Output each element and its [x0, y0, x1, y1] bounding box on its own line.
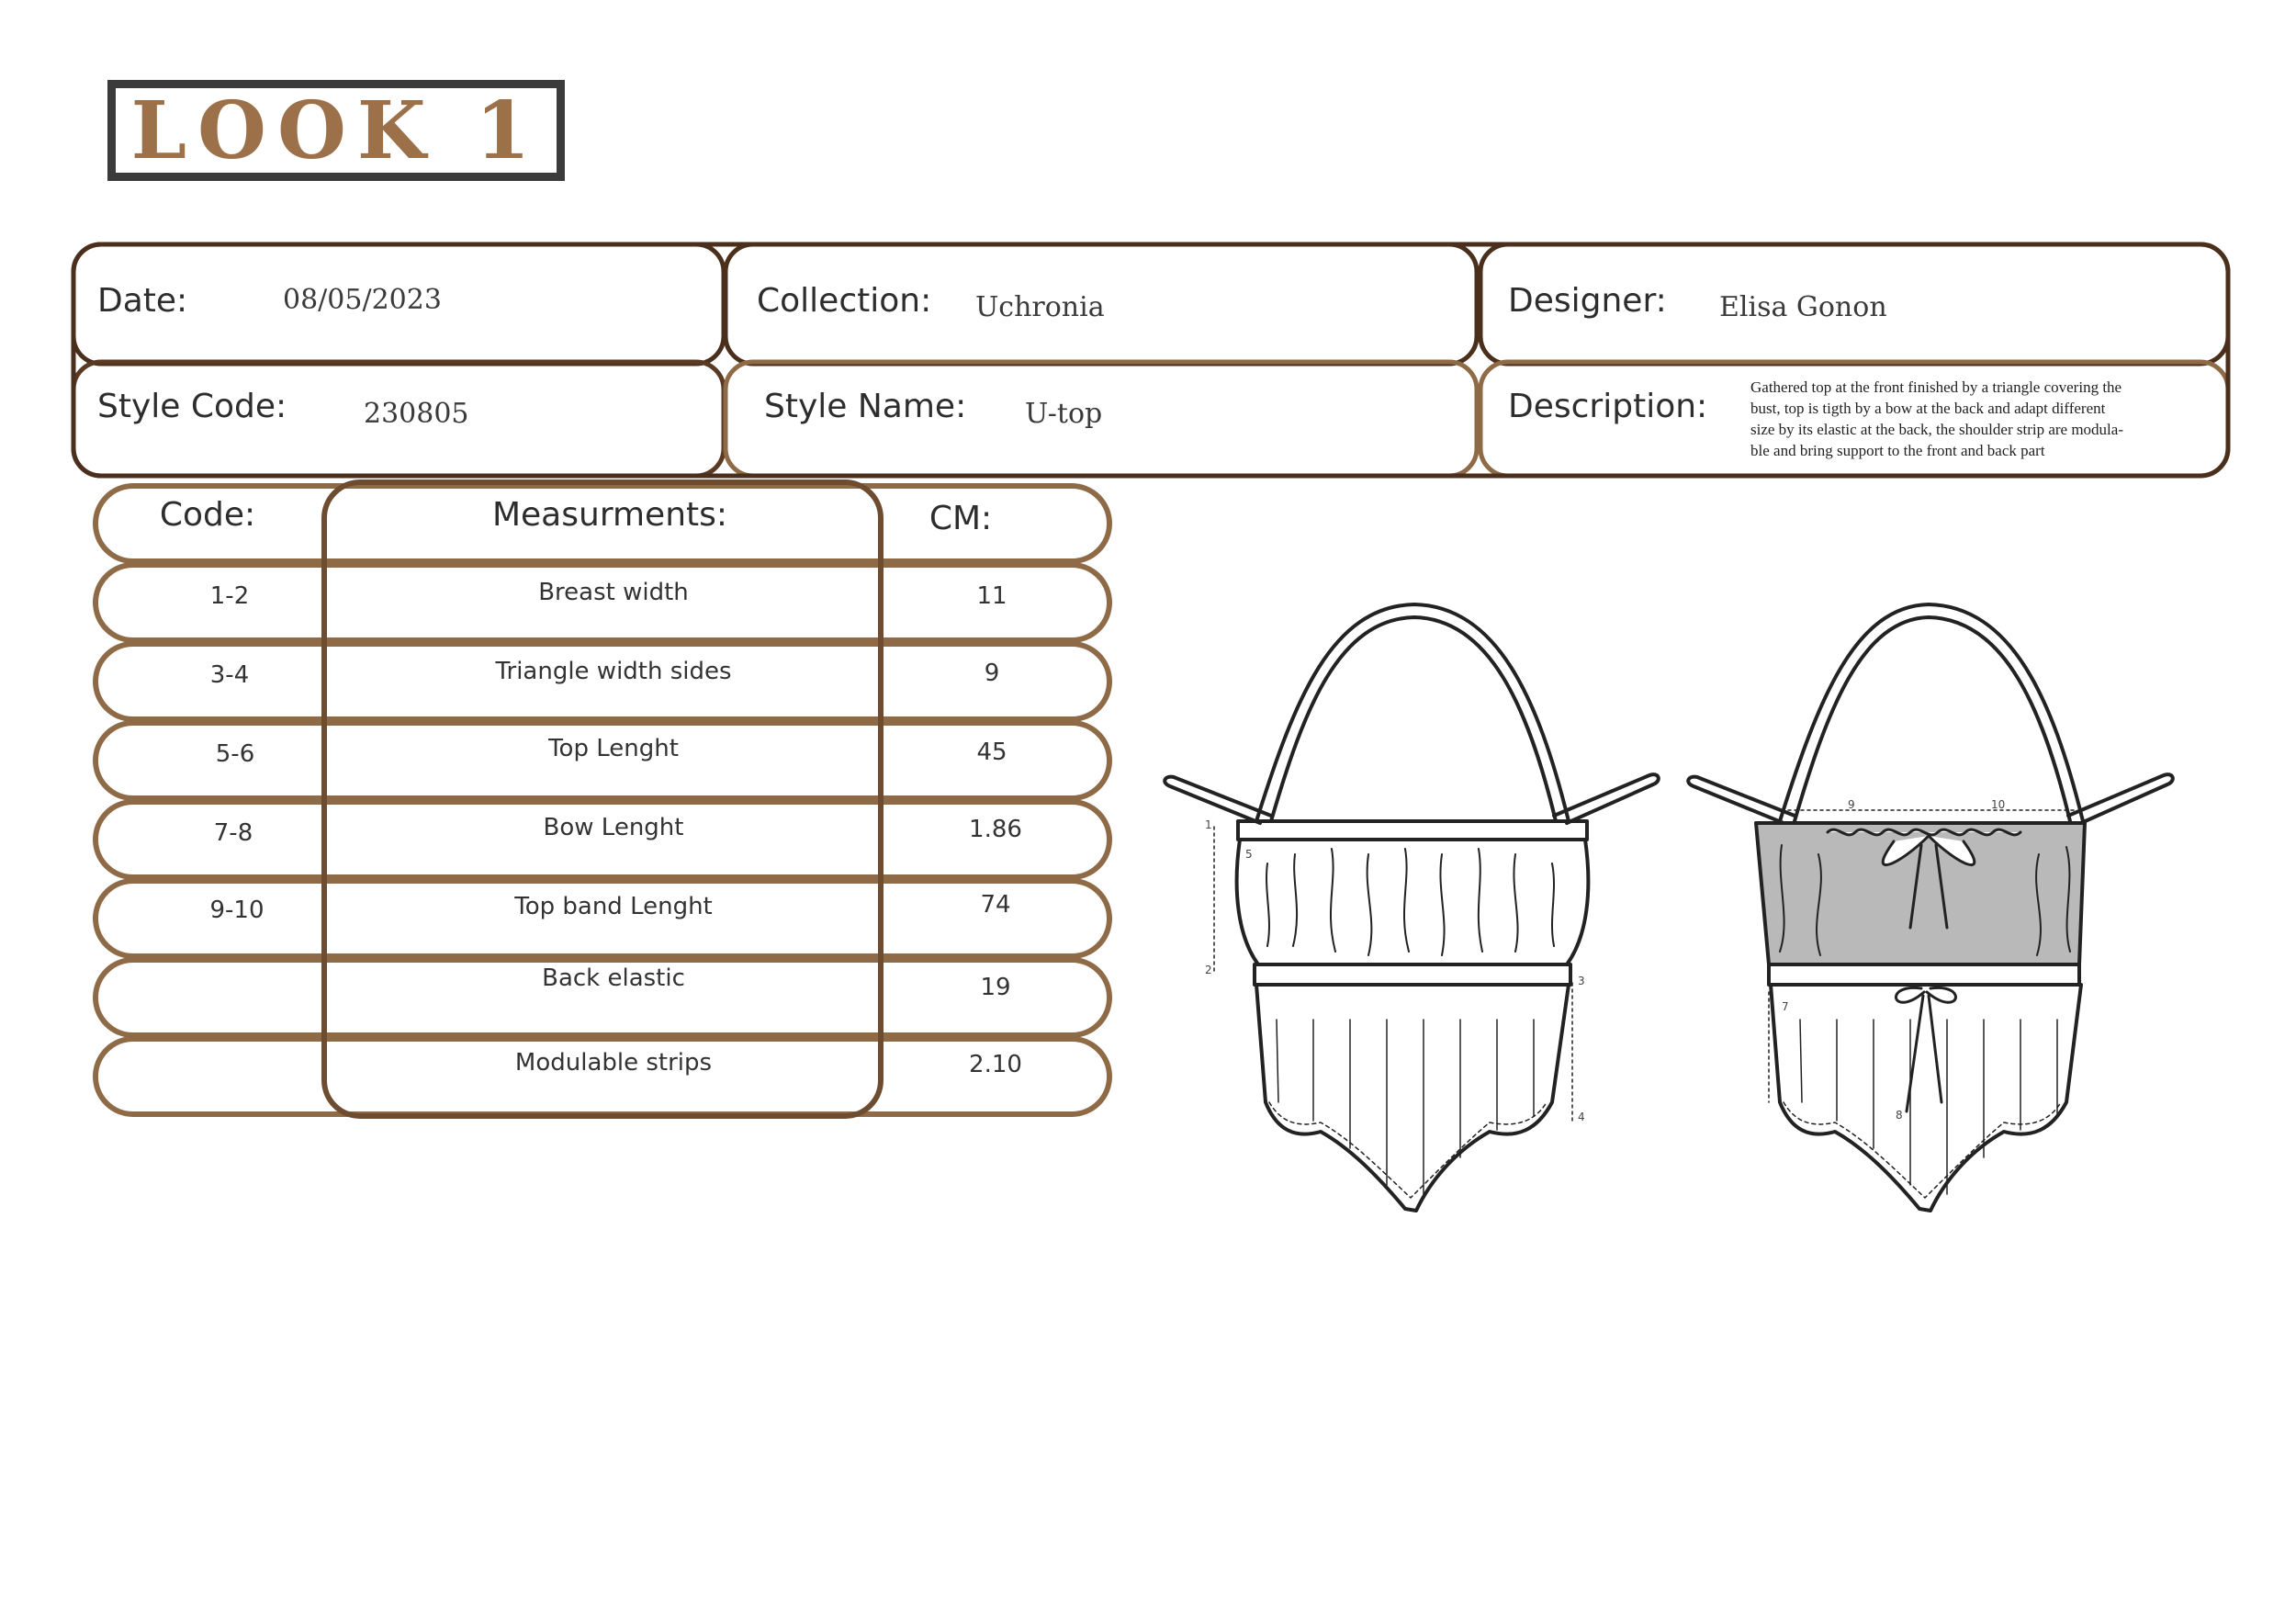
cell-code: 5-6 [215, 740, 255, 768]
description-text [1750, 377, 2219, 461]
cell-cm: 11 [976, 582, 1007, 610]
cell-measurement: Breast width [538, 579, 689, 606]
description-line: ble and bring support to the front and back part [1750, 442, 2045, 459]
dimension-label: 8 [1896, 1109, 1903, 1122]
cell-code: 3-4 [209, 661, 250, 689]
description-line: Gathered top at the front finished by a triangle covering the [1750, 378, 2122, 396]
header-cm: CM: [929, 500, 993, 537]
dimension-label: 4 [1578, 1111, 1585, 1123]
dimension-label: 7 [1782, 1000, 1789, 1013]
collection-value: Uchronia [975, 291, 1105, 323]
designer-value: Elisa Gonon [1719, 291, 1887, 323]
cell-cm: 45 [976, 739, 1007, 766]
cell-cm: 19 [980, 974, 1011, 1001]
date-value: 08/05/2023 [283, 284, 442, 316]
cell-measurement: Bow Lenght [543, 814, 684, 841]
dimension-label: 10 [1991, 798, 2006, 811]
cell-measurement: Back elastic [542, 964, 685, 992]
style-code-value: 230805 [364, 398, 469, 430]
front-view-sketch [1157, 588, 1671, 1231]
style-name-label: Style Name: [764, 388, 967, 425]
style-code-label: Style Code: [97, 388, 287, 425]
description-line: size by its elastic at the back, the shoulder strip are modula- [1750, 421, 2123, 438]
page-title: LOOK 1 [130, 84, 542, 177]
cell-measurement: Triangle width sides [495, 658, 732, 685]
description-line: bust, top is tigth by a bow at the back and adapt different [1750, 400, 2106, 417]
dimension-label: 5 [1245, 848, 1253, 861]
cell-cm: 2.10 [969, 1051, 1022, 1078]
date-label: Date: [97, 282, 188, 320]
cell-measurement: Modulable strips [514, 1049, 713, 1077]
cell-code: 7-8 [213, 819, 253, 847]
cell-cm: 9 [984, 660, 1000, 687]
dimension-label: 2 [1205, 964, 1212, 976]
back-view-sketch [1681, 588, 2195, 1231]
cell-measurement: Top band Lenght [514, 893, 713, 920]
description-label: Description: [1508, 388, 1708, 425]
designer-label: Designer: [1508, 282, 1667, 320]
dimension-label: 3 [1578, 975, 1585, 987]
collection-label: Collection: [757, 282, 932, 320]
dimension-label: 1 [1205, 818, 1212, 831]
cell-measurement: Top Lenght [548, 735, 679, 762]
dimension-label: 9 [1848, 798, 1855, 811]
style-name-value: U-top [1025, 398, 1103, 430]
measurements-column [321, 479, 884, 1119]
cell-cm: 74 [980, 891, 1011, 919]
cell-cm: 1.86 [969, 816, 1022, 843]
cell-code: 1-2 [209, 582, 250, 610]
cell-code: 9-10 [209, 897, 264, 924]
header-code: Code: [159, 496, 256, 534]
header-measurements: Measurments: [491, 496, 728, 534]
